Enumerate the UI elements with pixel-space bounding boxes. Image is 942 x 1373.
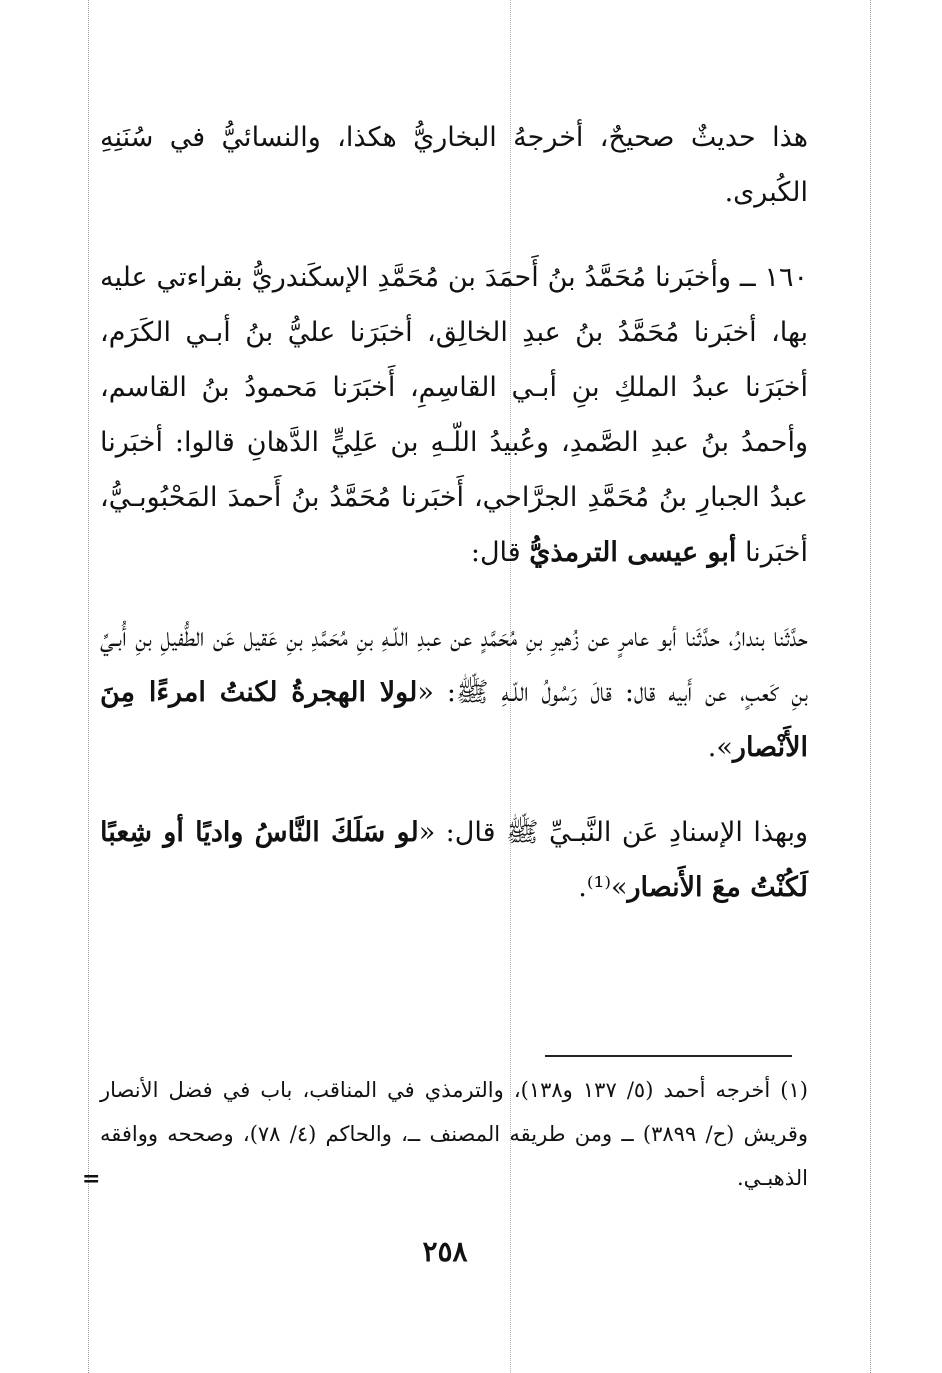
paragraph-hadith-160-chain [100, 250, 808, 580]
hadith-quote: لولا الهجرةُ لكنتُ امرءًا مِنَ الأَنْصار [100, 677, 808, 763]
hadith-quote-close: ». [707, 732, 733, 763]
chain-text: ١٦٠ ــ وأخبَرنا مُحَمَّدُ بنُ أَحمَدَ بن مُحَمَّدِ الإسكَندريُّ بقراءتي عليه بها، أخبَرنا مُحَمَّدُ بنُ عبدِ الخالِق، أخبَرَنا عليُّ بنُ أبـي الكَرَم، أخبَرَنا عبدُ الملكِ بنِ أبـي القاسِمِ، أَخبَرَنا مَحمودُ بنُ القاسم، وأحمدُ بنُ عبدِ الصَّمدِ، وعُبيدُ اللّـهِ بن عَلِيٍّ الدَّهانِ قالوا: أخبَرنا عبدُ الجبارِ بنُ مُحَمَّدِ الجرَّاحي، أَخبَرنا مُحَمَّدُ بنُ أَحمدَ المَحْبُوبـيُّ، أخبَرنا [100, 262, 808, 568]
paragraph-hadith-text [100, 610, 808, 775]
paragraph-intro: هذا حديثٌ صحيحٌ، أخرجهُ البخاريُّ هكذا، والنسائيُّ في سُنَنِهِ الكُبرى. [100, 122, 808, 208]
chain-narrator-tirmidhi: أبو عيسى الترمذيُّ [529, 537, 737, 568]
paragraph-second-hadith [100, 805, 808, 915]
page-body [100, 110, 808, 915]
page-number: ٢٥٨ [422, 1235, 468, 1268]
hadith-chain-text: حدَّثَنا بندارُ، حدَّثَنا أبو عامرٍ عن زُهيرِ بنِ مُحَمَّدٍ عن عبدِ اللّـهِ بنِ مُحَمَّدِ بنِ عَقيل عَن الطُّفيلِ بنِ أُبـيِّ بنِ كَعبٍ، عن أَبيه قال: قالَ رَسُولُ اللّـهِ ﷺ: « [100, 622, 808, 708]
second-hadith-intro: وبهذا الإسنادِ عَن النَّبـيِّ ﷺ قال: « [418, 817, 809, 848]
second-hadith-quote: لو سَلَكَ النَّاسُ واديًا أو شِعبًا لَكُنْتُ معَ الأَنصار [100, 817, 808, 903]
footnote-separator [545, 1055, 792, 1057]
scan-guide-line-right [870, 0, 871, 1373]
continuation-mark: = [82, 1166, 101, 1192]
second-hadith-close: »⁽¹⁾. [578, 872, 628, 903]
chain-tail: قال: [470, 537, 530, 568]
footnote-1: (١) أخرجه أحمد (٥/ ١٣٧ و١٣٨)، والترمذي في المناقب، باب في فضل الأنصار وقريش (ح/ ٣٨٩٩) ــ ومن طريقه المصنف ــ، والحاكم (٤/ ٧٨)، وصححه ووافقه الذهبـي. [100, 1078, 808, 1190]
